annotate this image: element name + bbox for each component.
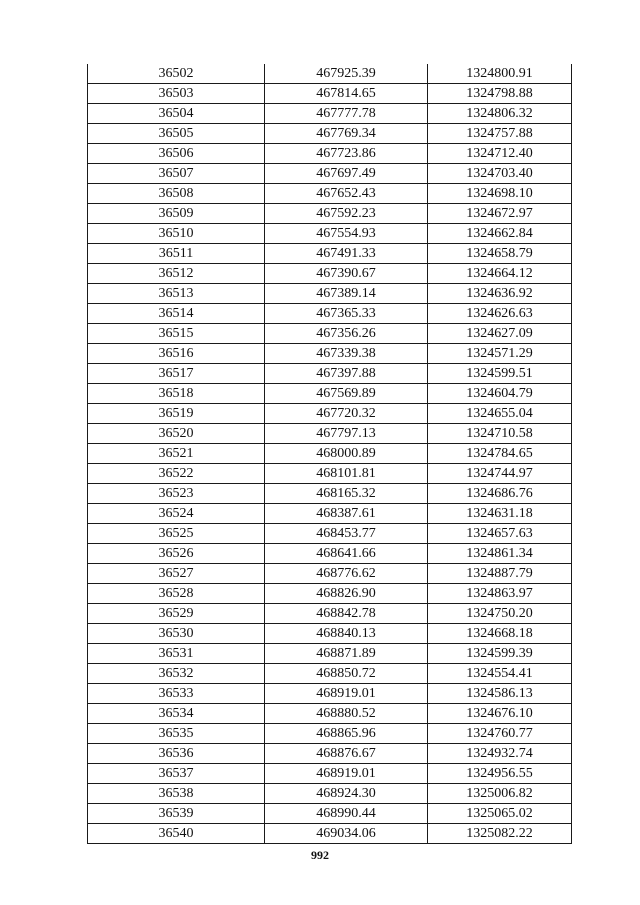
point-id-cell: 36538 [88,784,265,804]
x-coordinate-cell: 467365.33 [265,304,428,324]
point-id-cell: 36502 [88,64,265,84]
x-coordinate-cell: 468919.01 [265,764,428,784]
point-id-cell: 36519 [88,404,265,424]
point-id-cell: 36524 [88,504,265,524]
y-coordinate-cell: 1325006.82 [428,784,572,804]
x-coordinate-cell: 467356.26 [265,324,428,344]
y-coordinate-cell: 1324599.51 [428,364,572,384]
x-coordinate-cell: 467652.43 [265,184,428,204]
y-coordinate-cell: 1324698.10 [428,184,572,204]
x-coordinate-cell: 467814.65 [265,84,428,104]
point-id-cell: 36527 [88,564,265,584]
table-row [88,704,572,724]
y-coordinate-cell: 1324744.97 [428,464,572,484]
point-id-cell: 36531 [88,644,265,664]
x-coordinate-cell: 467569.89 [265,384,428,404]
table-row [88,824,572,844]
y-coordinate-cell: 1325065.02 [428,804,572,824]
y-coordinate-cell: 1324664.12 [428,264,572,284]
point-id-cell: 36506 [88,144,265,164]
y-coordinate-cell: 1324750.20 [428,604,572,624]
coordinate-table [87,64,572,844]
y-coordinate-cell: 1324686.76 [428,484,572,504]
table-row [88,744,572,764]
x-coordinate-cell: 469034.06 [265,824,428,844]
table-row [88,444,572,464]
y-coordinate-cell: 1324676.10 [428,704,572,724]
x-coordinate-cell: 468842.78 [265,604,428,624]
y-coordinate-cell: 1324757.88 [428,124,572,144]
point-id-cell: 36516 [88,344,265,364]
point-id-cell: 36539 [88,804,265,824]
y-coordinate-cell: 1324668.18 [428,624,572,644]
table-row [88,804,572,824]
x-coordinate-cell: 468165.32 [265,484,428,504]
table-row [88,604,572,624]
table-row [88,104,572,124]
table-row [88,764,572,784]
x-coordinate-cell: 467554.93 [265,224,428,244]
x-coordinate-cell: 467390.67 [265,264,428,284]
y-coordinate-cell: 1324798.88 [428,84,572,104]
point-id-cell: 36537 [88,764,265,784]
point-id-cell: 36515 [88,324,265,344]
point-id-cell: 36512 [88,264,265,284]
point-id-cell: 36517 [88,364,265,384]
y-coordinate-cell: 1324655.04 [428,404,572,424]
y-coordinate-cell: 1324760.77 [428,724,572,744]
y-coordinate-cell: 1324604.79 [428,384,572,404]
table-row [88,144,572,164]
point-id-cell: 36534 [88,704,265,724]
point-id-cell: 36533 [88,684,265,704]
x-coordinate-cell: 468387.61 [265,504,428,524]
point-id-cell: 36514 [88,304,265,324]
y-coordinate-cell: 1324554.41 [428,664,572,684]
y-coordinate-cell: 1325082.22 [428,824,572,844]
y-coordinate-cell: 1324784.65 [428,444,572,464]
y-coordinate-cell: 1324956.55 [428,764,572,784]
point-id-cell: 36526 [88,544,265,564]
x-coordinate-cell: 468924.30 [265,784,428,804]
point-id-cell: 36528 [88,584,265,604]
y-coordinate-cell: 1324658.79 [428,244,572,264]
y-coordinate-cell: 1324662.84 [428,224,572,244]
table-row [88,544,572,564]
table-row [88,344,572,364]
table-row [88,224,572,244]
y-coordinate-cell: 1324806.32 [428,104,572,124]
point-id-cell: 36522 [88,464,265,484]
x-coordinate-cell: 468876.67 [265,744,428,764]
table-row [88,504,572,524]
y-coordinate-cell: 1324712.40 [428,144,572,164]
x-coordinate-cell: 468919.01 [265,684,428,704]
table-row [88,624,572,644]
table-row [88,484,572,504]
x-coordinate-cell: 467797.13 [265,424,428,444]
x-coordinate-cell: 468840.13 [265,624,428,644]
point-id-cell: 36504 [88,104,265,124]
x-coordinate-cell: 467339.38 [265,344,428,364]
table-row [88,424,572,444]
table-row [88,404,572,424]
table-row [88,324,572,344]
point-id-cell: 36513 [88,284,265,304]
table-row [88,284,572,304]
table-row [88,184,572,204]
x-coordinate-cell: 468850.72 [265,664,428,684]
x-coordinate-cell: 468776.62 [265,564,428,584]
x-coordinate-cell: 468101.81 [265,464,428,484]
y-coordinate-cell: 1324887.79 [428,564,572,584]
x-coordinate-cell: 468000.89 [265,444,428,464]
x-coordinate-cell: 468453.77 [265,524,428,544]
point-id-cell: 36503 [88,84,265,104]
x-coordinate-cell: 467397.88 [265,364,428,384]
point-id-cell: 36507 [88,164,265,184]
y-coordinate-cell: 1324710.58 [428,424,572,444]
point-id-cell: 36510 [88,224,265,244]
table-row [88,304,572,324]
x-coordinate-cell: 467720.32 [265,404,428,424]
x-coordinate-cell: 467769.34 [265,124,428,144]
table-row [88,384,572,404]
x-coordinate-cell: 467389.14 [265,284,428,304]
point-id-cell: 36529 [88,604,265,624]
table-row [88,204,572,224]
y-coordinate-cell: 1324863.97 [428,584,572,604]
table-row [88,264,572,284]
y-coordinate-cell: 1324571.29 [428,344,572,364]
y-coordinate-cell: 1324672.97 [428,204,572,224]
y-coordinate-cell: 1324626.63 [428,304,572,324]
point-id-cell: 36511 [88,244,265,264]
point-id-cell: 36520 [88,424,265,444]
table-row [88,84,572,104]
table-row [88,364,572,384]
table-row [88,124,572,144]
x-coordinate-cell: 468641.66 [265,544,428,564]
point-id-cell: 36530 [88,624,265,644]
x-coordinate-cell: 468880.52 [265,704,428,724]
point-id-cell: 36505 [88,124,265,144]
x-coordinate-cell: 467592.23 [265,204,428,224]
table-row [88,584,572,604]
table-row [88,464,572,484]
x-coordinate-cell: 467925.39 [265,64,428,84]
y-coordinate-cell: 1324657.63 [428,524,572,544]
coordinate-table-body [88,64,572,844]
table-row [88,644,572,664]
y-coordinate-cell: 1324586.13 [428,684,572,704]
point-id-cell: 36532 [88,664,265,684]
point-id-cell: 36521 [88,444,265,464]
x-coordinate-cell: 468990.44 [265,804,428,824]
table-row [88,664,572,684]
y-coordinate-cell: 1324636.92 [428,284,572,304]
y-coordinate-cell: 1324627.09 [428,324,572,344]
point-id-cell: 36540 [88,824,265,844]
table-row [88,564,572,584]
point-id-cell: 36508 [88,184,265,204]
x-coordinate-cell: 467697.49 [265,164,428,184]
point-id-cell: 36518 [88,384,265,404]
table-row [88,244,572,264]
y-coordinate-cell: 1324800.91 [428,64,572,84]
point-id-cell: 36509 [88,204,265,224]
table-row [88,724,572,744]
y-coordinate-cell: 1324932.74 [428,744,572,764]
y-coordinate-cell: 1324703.40 [428,164,572,184]
point-id-cell: 36535 [88,724,265,744]
point-id-cell: 36525 [88,524,265,544]
point-id-cell: 36523 [88,484,265,504]
x-coordinate-cell: 468826.90 [265,584,428,604]
x-coordinate-cell: 467491.33 [265,244,428,264]
x-coordinate-cell: 467723.86 [265,144,428,164]
table-row [88,164,572,184]
table-row [88,784,572,804]
table-row [88,684,572,704]
y-coordinate-cell: 1324861.34 [428,544,572,564]
y-coordinate-cell: 1324599.39 [428,644,572,664]
table-row [88,64,572,84]
y-coordinate-cell: 1324631.18 [428,504,572,524]
x-coordinate-cell: 467777.78 [265,104,428,124]
point-id-cell: 36536 [88,744,265,764]
table-row [88,524,572,544]
page-number: 992 [311,848,329,862]
x-coordinate-cell: 468871.89 [265,644,428,664]
x-coordinate-cell: 468865.96 [265,724,428,744]
